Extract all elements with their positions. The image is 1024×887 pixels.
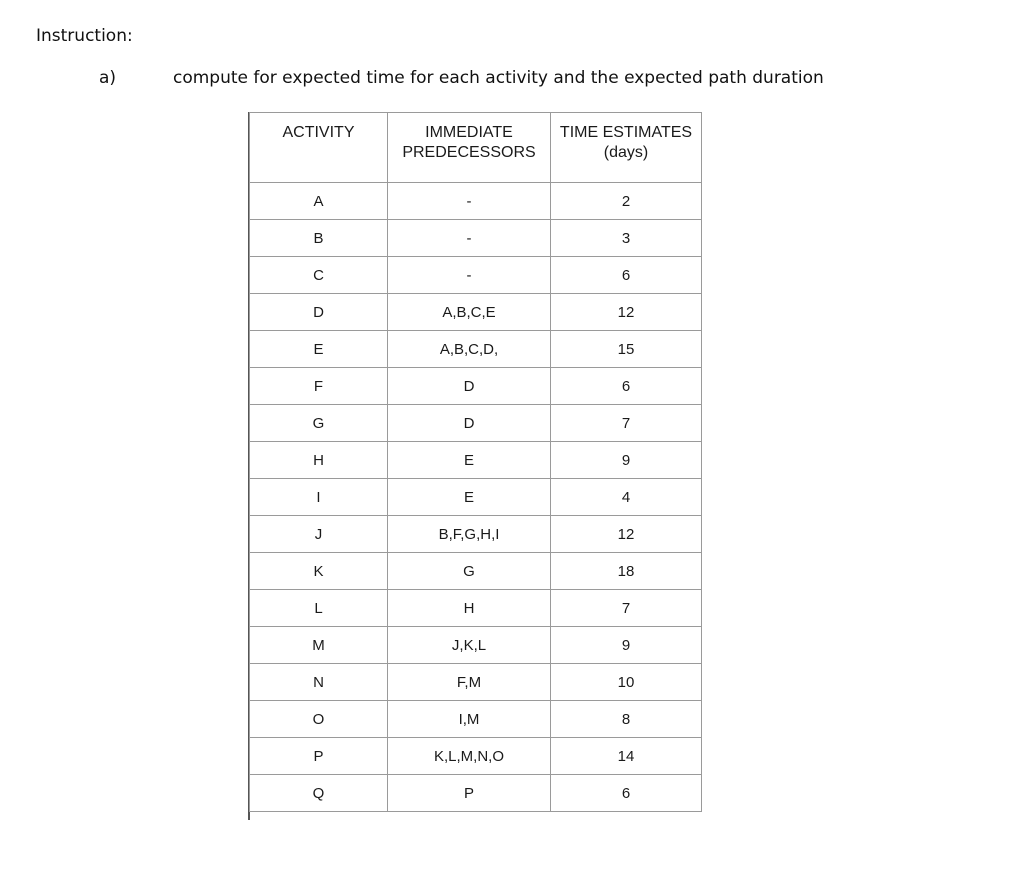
instruction-label: Instruction:: [36, 26, 133, 46]
time-estimate-cell: 3: [551, 220, 702, 257]
predecessors-cell: G: [388, 553, 551, 590]
activity-cell: C: [250, 257, 388, 294]
activity-cell: J: [250, 516, 388, 553]
table-row: [250, 257, 702, 294]
predecessors-cell: -: [388, 220, 551, 257]
task-text: compute for expected time for each activity and the expected path duration: [173, 68, 824, 88]
predecessors-cell: A,B,C,E: [388, 294, 551, 331]
table-row: [250, 479, 702, 516]
predecessors-cell: D: [388, 368, 551, 405]
predecessors-cell: -: [388, 183, 551, 220]
table-row: [250, 368, 702, 405]
table-body: [250, 183, 702, 812]
predecessors-cell: -: [388, 257, 551, 294]
table-row: [250, 701, 702, 738]
table-row: [250, 516, 702, 553]
activity-cell: L: [250, 590, 388, 627]
table-row: [250, 553, 702, 590]
task-marker: a): [99, 68, 117, 88]
activity-table: [249, 112, 702, 812]
table-row: [250, 220, 702, 257]
activity-cell: I: [250, 479, 388, 516]
time-estimate-cell: 6: [551, 257, 702, 294]
table-row: [250, 664, 702, 701]
time-estimate-cell: 9: [551, 442, 702, 479]
table-row: [250, 331, 702, 368]
activity-cell: K: [250, 553, 388, 590]
table-row: [250, 627, 702, 664]
activity-cell: F: [250, 368, 388, 405]
predecessors-cell: I,M: [388, 701, 551, 738]
time-estimate-cell: 7: [551, 590, 702, 627]
time-estimate-cell: 6: [551, 368, 702, 405]
predecessors-cell: J,K,L: [388, 627, 551, 664]
activity-cell: M: [250, 627, 388, 664]
time-estimate-cell: 9: [551, 627, 702, 664]
predecessors-cell: K,L,M,N,O: [388, 738, 551, 775]
time-estimate-cell: 4: [551, 479, 702, 516]
time-estimate-cell: 15: [551, 331, 702, 368]
header-predecessors-line2: PREDECESSORS: [402, 144, 536, 161]
time-estimate-cell: 8: [551, 701, 702, 738]
table-header-row: [250, 113, 702, 183]
activity-cell: B: [250, 220, 388, 257]
activity-cell: A: [250, 183, 388, 220]
activity-cell: G: [250, 405, 388, 442]
time-estimate-cell: 12: [551, 294, 702, 331]
activity-cell: Q: [250, 775, 388, 812]
table-row: [250, 405, 702, 442]
predecessors-cell: H: [388, 590, 551, 627]
header-activity: [250, 113, 388, 183]
table-row: [250, 738, 702, 775]
time-estimate-cell: 12: [551, 516, 702, 553]
time-estimate-cell: 18: [551, 553, 702, 590]
time-estimate-cell: 7: [551, 405, 702, 442]
activity-cell: N: [250, 664, 388, 701]
header-activity-label: ACTIVITY: [282, 124, 355, 141]
header-predecessors-line1: IMMEDIATE: [425, 124, 513, 141]
table-row: [250, 590, 702, 627]
header-time-line1: TIME ESTIMATES: [559, 124, 693, 141]
predecessors-cell: P: [388, 775, 551, 812]
predecessors-cell: A,B,C,D,: [388, 331, 551, 368]
time-estimate-cell: 14: [551, 738, 702, 775]
activity-cell: E: [250, 331, 388, 368]
activity-cell: O: [250, 701, 388, 738]
time-estimate-cell: 10: [551, 664, 702, 701]
table-row: [250, 183, 702, 220]
header-time-line2: (days): [603, 144, 649, 161]
predecessors-cell: B,F,G,H,I: [388, 516, 551, 553]
predecessors-cell: F,M: [388, 664, 551, 701]
header-time-estimates: [551, 113, 702, 183]
activity-cell: H: [250, 442, 388, 479]
table-row: [250, 442, 702, 479]
time-estimate-cell: 2: [551, 183, 702, 220]
header-predecessors: [388, 113, 551, 183]
activity-cell: P: [250, 738, 388, 775]
time-estimate-cell: 6: [551, 775, 702, 812]
predecessors-cell: D: [388, 405, 551, 442]
predecessors-cell: E: [388, 442, 551, 479]
table-row: [250, 294, 702, 331]
table-row: [250, 775, 702, 812]
predecessors-cell: E: [388, 479, 551, 516]
activity-cell: D: [250, 294, 388, 331]
